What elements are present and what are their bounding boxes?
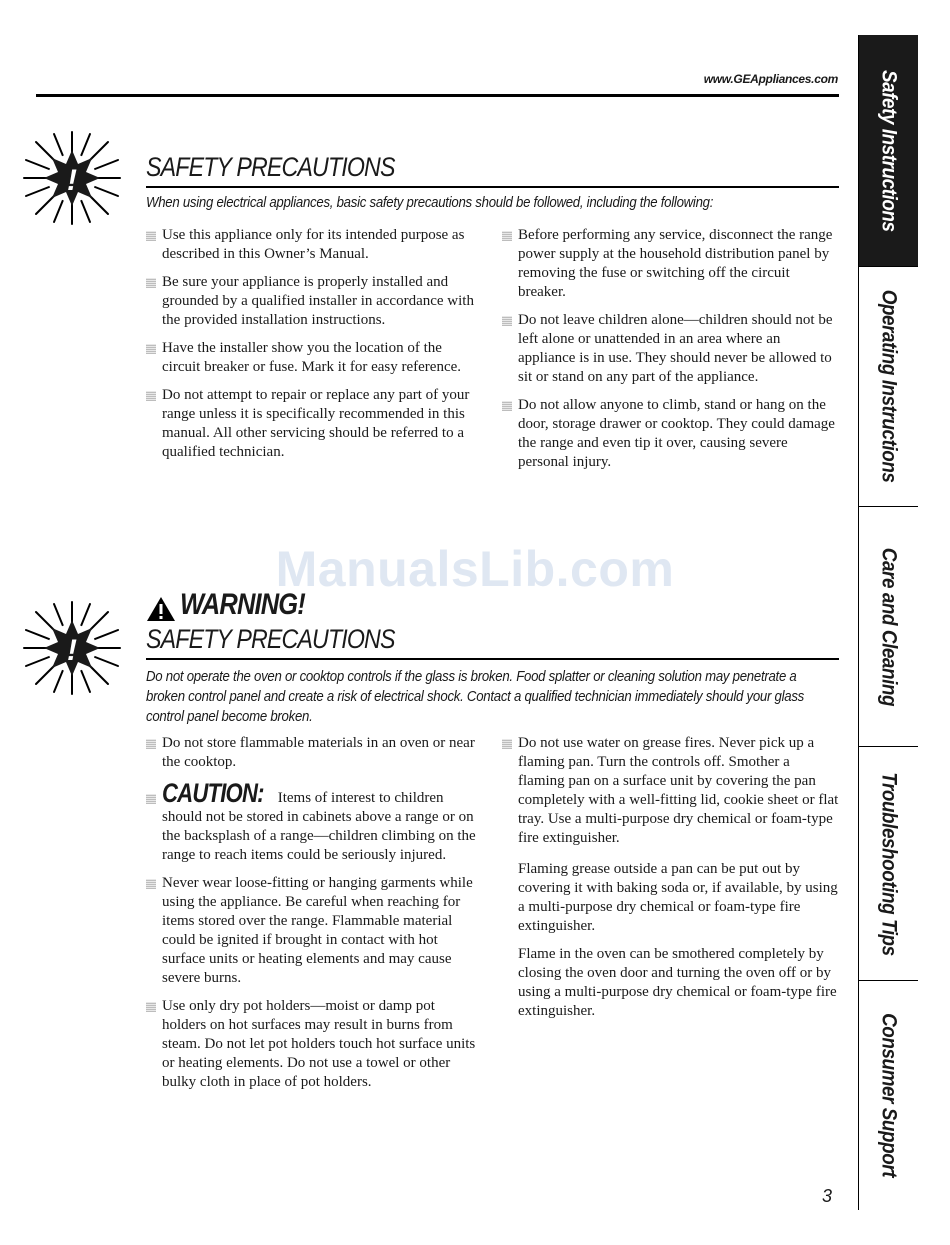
list-item: Have the installer show you the location of the circuit breaker or fuse. Mark it for easy reference. xyxy=(146,339,481,377)
bullet-square-icon xyxy=(146,1002,156,1012)
tab-care-and-cleaning[interactable]: Care and Cleaning xyxy=(859,507,918,747)
tab-operating-instructions[interactable]: Operating Instructions xyxy=(859,267,918,507)
site-url: www.GEAppliances.com xyxy=(703,72,838,86)
list-item: Before performing any service, disconnect the range power supply at the household distribution panel by removing the fuse or switching off the circuit breaker. xyxy=(502,226,840,302)
watermark: ManualsLib.com xyxy=(275,541,675,597)
tab-safety-instructions[interactable]: Safety Instructions xyxy=(859,35,918,267)
alert-burst-icon xyxy=(16,598,128,698)
list-item: CAUTION: Items of interest to children should not be stored in cabinets above a range or on the backsplash of a range—children climbing on the range to reach items could be seriously injured. xyxy=(146,784,481,865)
bullet-square-icon xyxy=(502,739,512,749)
bullet-square-icon xyxy=(146,231,156,241)
bullet-square-icon xyxy=(146,739,156,749)
paragraph: Flaming grease outside a pan can be put out by covering it with baking soda or, if available, by using a multi-purpose dry chemical or foam-type fire extinguisher. xyxy=(518,861,838,934)
paragraph: Flame in the oven can be smothered completely by closing the oven door and turning the oven off or by using a multi-purpose dry chemical or foam-type fire extinguisher. xyxy=(518,946,837,1019)
bullet-square-icon xyxy=(146,879,156,889)
list-item: Use this appliance only for its intended purpose as described in this Owner’s Manual. xyxy=(146,226,481,264)
tab-troubleshooting-tips[interactable]: Troubleshooting Tips xyxy=(859,747,918,981)
section-subtitle: SAFETY PRECAUTIONS xyxy=(146,624,395,654)
warning-title: WARNING! xyxy=(180,588,305,621)
top-rule xyxy=(36,94,839,97)
bullet-square-icon xyxy=(146,391,156,401)
list-item: Use only dry pot holders—moist or damp pot holders on hot surfaces may result in burns from steam. Do not let pot holders touch hot surface units or heating elements. Do not use a towel or other bulky cloth in place of pot holders. xyxy=(146,997,481,1092)
list-item: Do not use water on grease fires. Never pick up a flaming pan. Turn the controls off. Smother a flaming pan on a surface unit by covering the pan completely with a well-fitting lid, cookie sheet or flat tray. Use a multi-purpose dry chemical or foam-type fire extinguisher. xyxy=(502,734,840,848)
right-column-1 xyxy=(502,226,840,481)
bullet-square-icon xyxy=(146,794,156,804)
alert-burst-icon xyxy=(16,128,128,228)
left-column-2 xyxy=(146,734,481,1101)
list-item: Do not leave children alone—children should not be left alone or unattended in an area where an appliance is in use. They should never be allowed to sit or stand on any part of the appliance. xyxy=(502,311,840,387)
bullet-square-icon xyxy=(502,401,512,411)
bullet-square-icon xyxy=(502,231,512,241)
list-item: Do not attempt to repair or replace any part of your range unless it is specifically recommended in this manual. All other servicing should be referred to a qualified technician. xyxy=(146,386,481,462)
bullet-square-icon xyxy=(146,344,156,354)
list-item: Do not store flammable materials in an oven or near the cooktop. xyxy=(146,734,481,772)
section-intro: When using electrical appliances, basic safety precautions should be followed, including the following: xyxy=(146,194,714,211)
svg-text:!: ! xyxy=(67,634,77,667)
left-column-1 xyxy=(146,226,481,471)
list-item: Be sure your appliance is properly installed and grounded by a qualified installer in accordance with the provided installation instructions. xyxy=(146,273,481,330)
svg-text:!: ! xyxy=(67,164,77,197)
page-number: 3 xyxy=(822,1186,833,1206)
section-tabs xyxy=(858,35,918,1210)
warning-triangle-icon xyxy=(146,596,176,622)
caution-label: CAUTION: xyxy=(162,778,264,808)
section-rule xyxy=(146,658,839,660)
section-title: SAFETY PRECAUTIONS xyxy=(146,152,395,182)
list-item: Never wear loose-fitting or hanging garments while using the appliance. Be careful when reaching for items stored over the range. Flammable material could be ignited if brought in contact with hot surface units or heating elements and may cause severe burns. xyxy=(146,874,481,988)
warning-intro: Do not operate the oven or cooktop controls if the glass is broken. Food splatter or cleaning solution may penetrate a broken control panel and create a risk of electrical shock. Contact a qualified technician immediately should your glass control panel become broken. xyxy=(146,668,805,725)
bullet-square-icon xyxy=(146,278,156,288)
list-item: Do not allow anyone to climb, stand or hang on the door, storage drawer or cooktop. They could damage the range and even tip it over, causing severe personal injury. xyxy=(502,396,840,472)
bullet-square-icon xyxy=(502,316,512,326)
tab-consumer-support[interactable]: Consumer Support xyxy=(877,1013,901,1178)
right-column-2 xyxy=(502,734,840,1030)
section-rule xyxy=(146,186,839,188)
